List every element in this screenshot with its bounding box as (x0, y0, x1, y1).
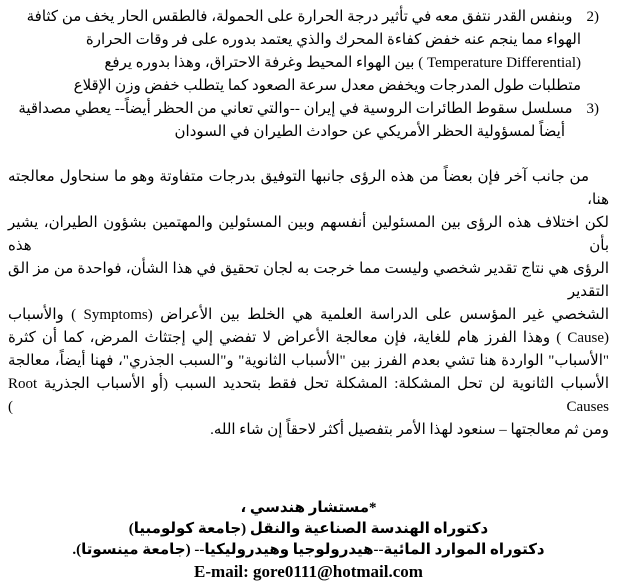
list-item-3-text-1: مسلسل سقوط الطائرات الروسية في إيران --والتي تعاني من الحظر أيضاً-- يعطي مصداقية (18, 101, 573, 117)
footer-degree-line-1: دكتوراه الهندسة الصناعية والنقل (جامعة كولومبيا) (128, 521, 489, 537)
footer-title-line: *مستشار هندسي ، (240, 500, 377, 516)
list-item-2-line-2: الهواء مما ينجم عنه خفض كفاءة المحرك والذي يعتمد بدوره على فر وقات الحرارة (85, 32, 581, 48)
list-item-3-line-1 (8, 98, 599, 121)
footer-degree-line-2: دكتوراه الموارد المائية--هيدرولوجيا وهيدروليكيا-- (جامعة مينسوتا). (72, 542, 545, 558)
paragraph-line-1: من جانب آخر فإن بعضاً من هذه الرؤى جانبها التوفيق بدرجات متفاوتة وهو ما سنحاول معالجته هنا، (8, 169, 609, 208)
list-marker-3: 3) (586, 101, 599, 117)
paragraph-line-5: (Cause ) وهذا الفرز هام للغاية، فإن معالجة الأعراض لا تفضي إلي إجتثاث المرض، كما أن كثرة (8, 330, 609, 346)
signature-footer (8, 498, 609, 583)
body-paragraph (8, 166, 609, 442)
list-marker-2: 2) (586, 9, 599, 25)
list-item-2-line-4: متطلبات طول المدرجات ويخفض معدل سرعة الصعود كما يتطلب خفض وزن الإقلاع (73, 78, 581, 94)
email-address: E-mail: gore0111@hotmail.com (194, 562, 423, 581)
paragraph-line-6: "الأسباب" الواردة هنا تشي بعدم الفرز بين "الأسباب الثانوية" و"السبب الجذري"، فهنا أيضاً، معالجة (8, 353, 609, 369)
list-item-2-line-1 (8, 6, 599, 29)
paragraph-line-3: الرؤى هي نتاج تقدير شخصي وليست مما خرجت به لجان تحقيق في هذا الشأن، فواحدة من مز الق التقدير (8, 261, 609, 300)
list-item-2 (8, 6, 609, 98)
paragraph-line-2: لكن اختلاف هذه الرؤى بين المسئولين أنفسهم وبين المسئولين والمهتمين بشؤون الطيران، يشير بأن هذه (8, 215, 609, 254)
list-item-2-line-3: (Temperature Differential ) بين الهواء المحيط وغرفة الاحتراق، وهذا بدوره يرفع (104, 55, 581, 71)
paragraph-line-7: الأسباب الثانوية لن تحل المشكلة: المشكلة تحل فقط بتحديد السبب (أو الأسباب الجذرية Root Causes ) (8, 376, 609, 415)
paragraph-line-8: ومن ثم معالجتها – سنعود لهذا الأمر بتفصيل أكثر لاحقاً إن شاء الله. (210, 422, 609, 438)
list-item-3-line-2: أيضاً لمسؤولية الحظر الأمريكي عن حوادث الطيران في السودان (174, 124, 565, 140)
list-item-3 (8, 98, 609, 144)
paragraph-line-4: الشخصي غير المؤسس على الدراسة العلمية هي الخلط بين الأعراض (Symptoms ) والأسباب (8, 307, 609, 323)
list-item-2-text-1: وبنفس القدر نتفق معه في تأثير درجة الحرارة على الحمولة، فالطقس الحار يخف من كثافة (26, 9, 573, 25)
